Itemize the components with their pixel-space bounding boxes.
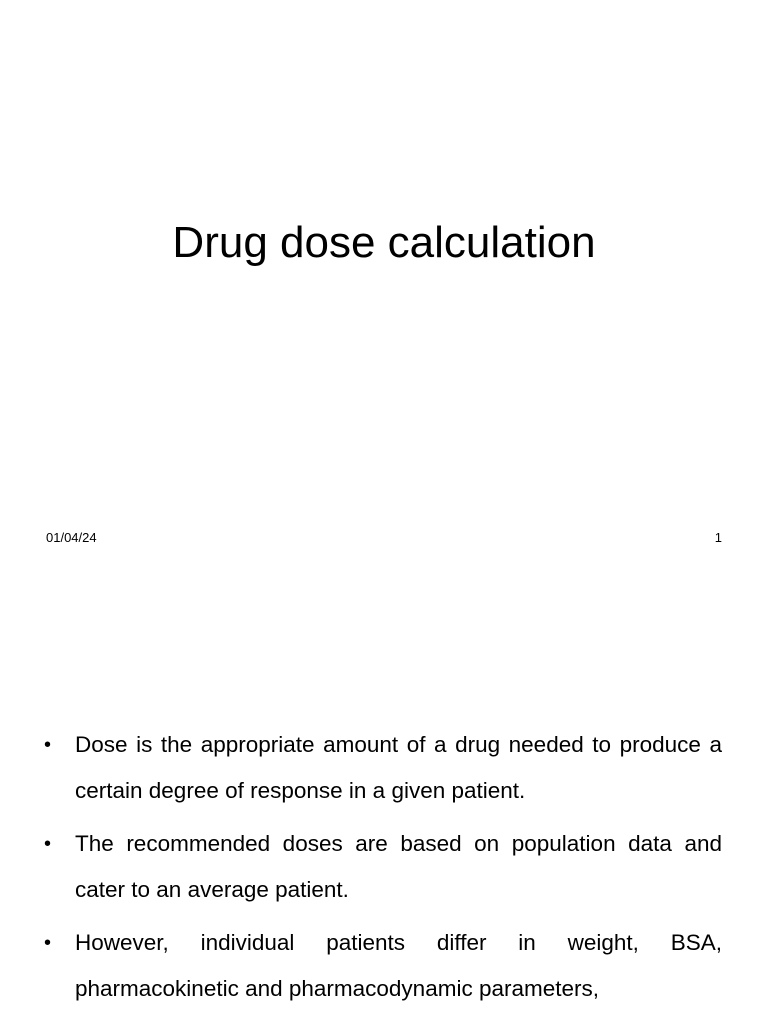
content-slide <box>0 576 768 1024</box>
bullet-item <box>44 920 722 1012</box>
bullet-dot-icon: • <box>44 833 52 855</box>
bullet-list <box>44 722 722 1019</box>
bullet-text: The recommended doses are based on population data and cater to an average patient. <box>75 831 722 902</box>
footer-page-number: 1 <box>714 530 722 545</box>
bullet-text: However, individual patients differ in weight, BSA, pharmacokinetic and pharmacodynamic parameters, <box>75 930 722 1001</box>
bullet-item <box>44 722 722 814</box>
bullet-dot-icon: • <box>44 734 52 756</box>
bullet-item <box>44 821 722 913</box>
footer-date: 01/04/24 <box>46 530 97 545</box>
bullet-text: Dose is the appropriate amount of a drug needed to produce a certain degree of response in a given patient. <box>75 732 722 803</box>
bullet-dot-icon: • <box>44 932 52 954</box>
slide-title: Drug dose calculation <box>172 218 596 267</box>
